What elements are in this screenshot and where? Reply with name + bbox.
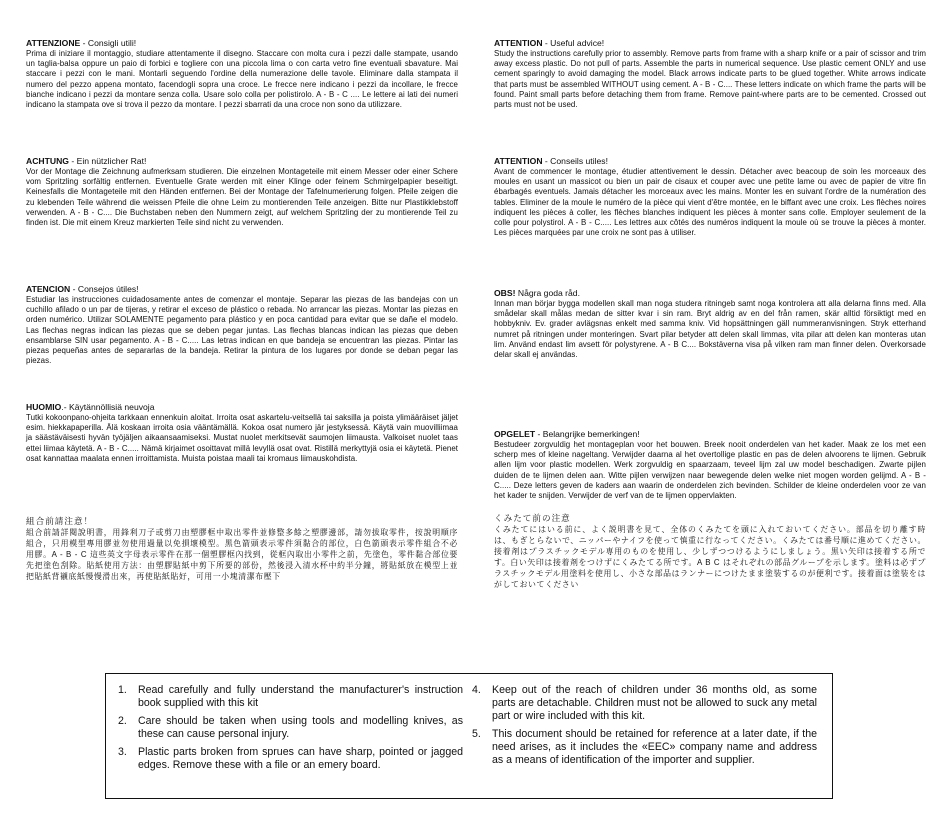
subheading-text: - Belangrijke bemerkingen! bbox=[535, 429, 640, 439]
warning-number: 2. bbox=[118, 715, 127, 727]
section-dutch bbox=[494, 429, 926, 501]
heading-text: OBS! bbox=[494, 288, 516, 298]
warnings-list-right bbox=[472, 684, 817, 772]
section-german bbox=[26, 156, 458, 228]
heading-text: ATTENTION bbox=[494, 156, 543, 166]
warning-number: 3. bbox=[118, 746, 127, 758]
safety-warnings-box bbox=[105, 673, 833, 799]
section-body: くみたてにはいる前に、よく説明書を見て、全体のくみたてを頭に入れておいてください。部品を切り離す時は、もぎとらないで、ニッパーやナイフを使って慎重に行なってください。くみたては番号順に進めてください。接着剤はプラスチックモデル専用のものを使用し、少しずつつけるようにしましょう。黒い矢印は接着する所です。白い矢印は接着剤をつけずにくみたてる所です。A B C はそれぞれの部品グループを示します。塗料は必ずプラスチックモデル用塗料を使用し、小さな部品はランナーにつけたまま塗装するのが便利です。接着面は塗装をはがしておいてください bbox=[494, 525, 926, 589]
warning-item bbox=[472, 728, 817, 767]
section-heading bbox=[494, 288, 926, 299]
section-body: 組合前請詳閱說明書，用鋒利刀子或剪刀由塑膠框中取出零件並修整多餘之塑膠邊部，請勿拔取零件，按說明順序組合，只用模型專用膠並勿使用過量以免損壞模型。黑色箭頭表示零件須黏合的部位，白色箭頭表示零件組合不必用膠。A - B - C 這些英文字母表示零件在那一個塑膠框內找到，從框內取出小零件之前，先塗色，零件黏合部位要先把塗色刮除。貼紙使用方法：由塑膠貼紙中剪下所要的部份，然後浸入清水杯中約半分鐘，將貼紙放在模型上並把貼紙背襯底紙慢慢滑出來，再使貼紙貼好，可用一小塊清潔布壓下 bbox=[26, 528, 458, 581]
warning-text: This document should be retained for reference at a later date, if the need arises, as it includes the «EEC» company name and address as a means of identification of the importer and supplier. bbox=[492, 728, 817, 766]
warning-number: 4. bbox=[472, 684, 481, 696]
section-swedish bbox=[494, 288, 926, 360]
heading-text: ACHTUNG bbox=[26, 156, 69, 166]
warning-number: 5. bbox=[472, 728, 481, 740]
subheading-text: - Useful advice! bbox=[542, 38, 605, 48]
heading-text: OPGELET bbox=[494, 429, 536, 439]
subheading-text: Några goda råd. bbox=[515, 288, 580, 298]
warning-item bbox=[118, 746, 463, 772]
warning-text: Care should be taken when using tools and modelling knives, as these can cause personal injury. bbox=[138, 715, 463, 740]
section-body: Tutki kokoonpano-ohjeita tarkkaan ennenkuin aloitat. Irroita osat askartelu-veitsellä tai saksilla ja poista ylimääräiset jäljet esim. hiekkapaperilla. Älä koskaan irroita osia vääntämällä. Kokoa osat numero jär jestyksessä. Käytä vain muovilliimaa ja säästäväisesti hyvän työjäljen aikaansaamiseksi. Mustat nuolet merkitsevät saumojen liimausta. Valkoiset nuolet taas ettei liimaa käytetä. A - B - C..... Nämä kirjaimet osoittavat millä levyllä osat ovat. Ristillä merkyttyjä osia ei käytetä. Pienet osat kannattaa maalata ennen irroittamista. Muista poistaa maali tai kromaus liimauskohdista. bbox=[26, 413, 458, 463]
subheading-text: - Consigli utili! bbox=[80, 38, 137, 48]
warning-item bbox=[118, 715, 463, 741]
section-spanish bbox=[26, 284, 458, 366]
heading-text: HUOMIO bbox=[26, 402, 62, 412]
section-body: Bestudeer zorgvuldig het montageplan voor het bouwen. Breek nooit onderdelen van het kader. Maak ze los met een scherp mes of kleine nageltang. Verwijder daarna al het overtollige plastic en pas de delen alvoorens te lijmen. Gebruik allen lijm voor plastic modellen. Werk zorgvuldig en spaarzaam, teveel lijm zal uw model beschadigen. Zwarte pijlen duiden de te lijmen delen aan. Witte pijlen verwijzen naar bewegende delen welke niet mogen worden gelijmd. A - B - C..... Deze letters geven de kaders aan waarin de onderdelen zich bevinden. Schilder de kleine onderdelen voor ze van het kader te snijden. Verwijder de verf van de te lijmen oppervlakten. bbox=[494, 440, 926, 501]
subheading-text: - Ein nützlicher Rat! bbox=[68, 156, 147, 166]
heading-text: ATENCION bbox=[26, 284, 71, 294]
section-heading bbox=[494, 156, 926, 167]
warning-item bbox=[472, 684, 817, 723]
section-heading bbox=[494, 429, 926, 440]
warnings-list-left bbox=[118, 684, 463, 777]
warning-number: 1. bbox=[118, 684, 127, 696]
warning-text: Plastic parts broken from sprues can have sharp, pointed or jagged edges. Remove these with a file or an emery board. bbox=[138, 746, 463, 771]
subheading-text: - Consejos útiles! bbox=[70, 284, 139, 294]
subheading-text: - Conseils utiles! bbox=[542, 156, 608, 166]
section-heading bbox=[26, 38, 458, 49]
section-heading bbox=[26, 402, 458, 413]
section-body: Prima di iniziare il montaggio, studiare attentamente il disegno. Staccare con molta cura i pezzi dalle stampate, usando un taglia-balsa oppure un paio di forbici e togliere con una piccola lima o con carta vetro fine eventuali sbavature. Mai staccare i pezzi con le mani. Montarli seguendo l'ordine della numerazione delle tavole. Eliminare dalla stampata il numero del pezzo appena montato, facendogli sopra una croce. Le frecce nere indicano i pezzi da incollare, le frecce bianche indicano i pezzi da montare senza colla. Usare solo colla per polistirolo. A - B - C .... Le lettere ai lati dei numeri indicano la stampata ove si trova il pezzo da montare. I pezzi sbarrati da una croce non sono da utilizzare. bbox=[26, 49, 458, 110]
section-italian bbox=[26, 38, 458, 110]
warning-text: Keep out of the reach of children under 36 months old, as some parts are detachable. Children must not be allowed to suck any metal part or wire included with this kit. bbox=[492, 684, 817, 722]
warning-item bbox=[118, 684, 463, 710]
heading-text: ATTENZIONE bbox=[26, 38, 81, 48]
section-english bbox=[494, 38, 926, 110]
section-body: Estudiar las instrucciones cuidadosamente antes de comenzar el montaje. Separar las piezas de las bandejas con un cuchillo afilado o un par de tijeras, y retirar el exceso de plástico o rebada. No arrancar las piezas. Montar las piezas en orden numérico. Utilizar SOLAMENTE pegamento para plástico y en poca cantidad para evitar que se dañe el modelo. Las flechas negras indican las piezas que se deben pegar juntas. Las flechas blancas indican las piezas que deben ensamblarse SIN usar pegamento. A - B - C..... Las letras indican en que bandeja se encuentran las piezas. Pintar las piezas pequeñas antes de separarlas de la bandeja. Retirar la pintura de los lugares por donde se deban pegar las piezas. bbox=[26, 295, 458, 366]
section-chinese bbox=[26, 516, 458, 582]
section-body: Innan man börjar bygga modellen skall man noga studera ritningeb samt noga kontrolera att alla delarna finns med. Alla smådelar skall målas medan de sitter kvar i sin ram. Bryt aldrig av en del från ramen, skär alltid försiktigt med en hobbykniv. Ev. grader avlägsnas enkelt med samma kniv. Vid hopsättningen gäll nummeranvisningen. Stryk etterhand numret på ritningen under monteringen. Svart pilar betyder att delen skall limmas, vita pilar att delen kan monteras utan lim. Använd endast lim avsett för polystyrene. A - B C.... Bokstäverna visa på vilken ram man finner delen. Överkorsade delar skall ej användas. bbox=[494, 299, 926, 360]
section-heading: 組合前請注意！ bbox=[26, 516, 94, 526]
section-heading bbox=[26, 284, 458, 295]
section-japanese bbox=[494, 513, 926, 590]
section-heading: くみたて前の注意 bbox=[494, 513, 571, 523]
section-heading bbox=[26, 156, 458, 167]
section-body: Vor der Montage die Zeichnung aufmerksam studieren. Die einzelnen Montageteile mit einem Messer oder einer Schere vom Spritzling sorfältig entfernen. Eventuelle Grate werden mit einer Klinge oder feinem Schmirgelpapier beseitigt. Keinesfalls die Montageteile mit den Händen entfernen. Bei der Montage der Tafelnumerierung folgen. Pfeile zeigen die zu klebenden Teile während die weissen Pfeile die ohne Leim zu montierenden Teile anzeigen. Bitte nur Plastikklebstoff verwenden. A - B - C.... Die Buchstaben neben den Nummern zeigt, auf welchem Spritzling der zu montierende Teil zu finden ist. Die mit einem Kreuz markierten Teile sind nicht zu verwenden. bbox=[26, 167, 458, 228]
subheading-text: .- Käytännöllisiä neuvoja bbox=[61, 402, 155, 412]
section-heading bbox=[494, 38, 926, 49]
warning-text: Read carefully and fully understand the manufacturer's instruction book supplied with this kit bbox=[138, 684, 463, 709]
section-french bbox=[494, 156, 926, 238]
section-finnish bbox=[26, 402, 458, 464]
section-body: Study the instructions carefully prior to assembly. Remove parts from frame with a sharp knife or a pair of scissor and trim away excess plastic. Do not pull of parts. Assemble the parts in numerical sequence. Use plastic cement ONLY and use cement sparingly to avoid damaging the model. Black arrows indicate parts to be glued together. White arrows indicate that parts must be assembled WITHOUT using cement. A - B - C.... These letters indicate on which frame the parts will be found. Paint small parts before detaching them from frame. Remove paint-where parts are to be cemented. Crossed out parts must not be used. bbox=[494, 49, 926, 110]
heading-text: ATTENTION bbox=[494, 38, 543, 48]
section-body: Avant de commencer le montage, étudier attentivement le dessin. Détacher avec beacoup de soin les morceaux des moules en usant un massicot ou bien un pair de cisaux et couper avec une petite lame ou avec de papier de vitre fin ébarbagés eventuels. Jamais détacher les morceaux avec les mains. Monter les en suivant l'ordre de la numération des tables. Eliminer de la moule le numéro de la pièce qui vient d'être montée, en le biffant avec une croix. Les flèches noires indiquent les pièces à coller, les flèches blanches indiquent les pièces à monter sans colle. Employer seulement de la colle pour polystirol. A - B - C..... Les lettres aux côtés des numéros indiquent la moule où se trouve la pièces à monter. Les pièces marquées par une croix ne sont pas à utiliser. bbox=[494, 167, 926, 238]
